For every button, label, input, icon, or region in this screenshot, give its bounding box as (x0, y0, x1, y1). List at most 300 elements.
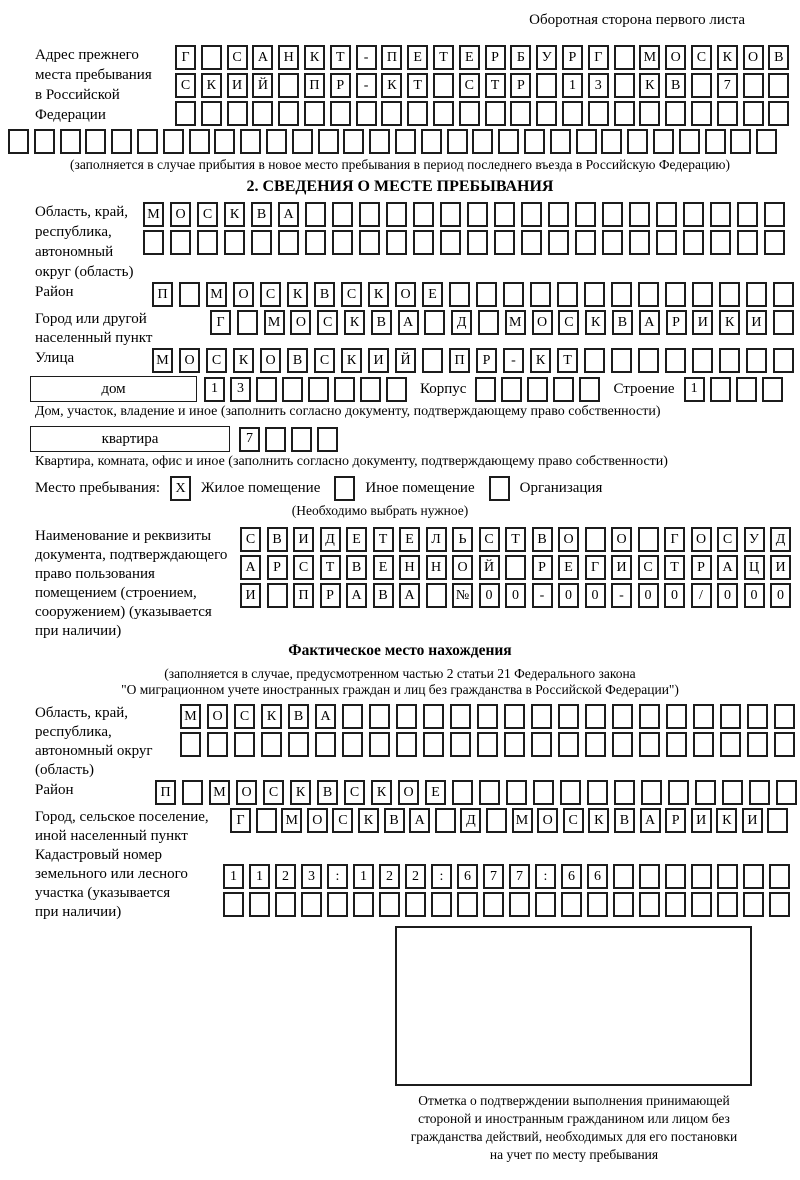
char-box: С (263, 780, 284, 805)
region-block (35, 202, 800, 282)
city-label: Город или другой населенный пункт (35, 311, 153, 346)
char-box: О (233, 282, 254, 307)
char-box (587, 892, 608, 917)
char-box: Е (407, 45, 428, 70)
char-box: К (371, 780, 392, 805)
char-box: 1 (562, 73, 583, 98)
char-box: 3 (301, 864, 322, 889)
char-box: К (201, 73, 222, 98)
char-box (679, 129, 700, 154)
char-box: Р (562, 45, 583, 70)
actual-district-label: Район (35, 782, 74, 798)
char-box (224, 230, 245, 255)
char-box (359, 202, 380, 227)
char-box (730, 129, 751, 154)
char-box (267, 583, 288, 608)
char-box (601, 129, 622, 154)
char-box (360, 377, 381, 402)
char-box (768, 101, 789, 126)
char-box: Р (330, 73, 351, 98)
char-box (722, 780, 743, 805)
char-box (407, 101, 428, 126)
char-box (472, 129, 493, 154)
char-box: 1 (249, 864, 270, 889)
char-box: Й (395, 348, 416, 373)
char-box (531, 704, 552, 729)
char-box: В (288, 704, 309, 729)
char-box: Т (557, 348, 578, 373)
title-document-block (35, 527, 800, 641)
char-box (764, 202, 785, 227)
char-box (251, 230, 272, 255)
char-box (240, 129, 261, 154)
prev-address-caption: (заполняется в случае прибытия в новое место пребывания в период последнего въезда в Российскую Федерацию) (69, 157, 731, 172)
char-box (486, 808, 507, 833)
prev-address-block (35, 45, 800, 129)
char-box (746, 282, 767, 307)
char-box: У (744, 527, 765, 552)
char-box (548, 202, 569, 227)
char-box: П (304, 73, 325, 98)
char-box (494, 230, 515, 255)
region-label: Область, край, республика, автономный округ (область) (35, 204, 134, 280)
district-char-row (152, 282, 794, 307)
char-box: О (207, 704, 228, 729)
char-box (379, 892, 400, 917)
char-box: К (261, 704, 282, 729)
char-box: С (558, 310, 579, 335)
cadastral-block (35, 846, 800, 922)
stay-type-label: Место пребывания: (35, 480, 160, 496)
checkbox-residential: X (170, 476, 191, 501)
char-box (201, 101, 222, 126)
char-box: М (152, 348, 173, 373)
actual-city-label: Город, сельское поселение, иной населенный пункт (35, 809, 209, 844)
char-box: М (206, 282, 227, 307)
char-box (477, 732, 498, 757)
char-box: О (532, 310, 553, 335)
char-box: А (346, 583, 367, 608)
char-box (426, 583, 447, 608)
char-box: И (746, 310, 767, 335)
option-other-premises-label: Иное помещение (365, 480, 475, 496)
char-box (275, 892, 296, 917)
char-box: А (639, 310, 660, 335)
char-box (705, 129, 726, 154)
char-box: Е (558, 555, 579, 580)
prev-address-char-row-1 (175, 45, 800, 70)
char-box (747, 732, 768, 757)
char-box (585, 527, 606, 552)
char-box: С (227, 45, 248, 70)
char-box: 0 (664, 583, 685, 608)
char-box: В (614, 808, 635, 833)
char-box: К (585, 310, 606, 335)
char-box (485, 101, 506, 126)
char-box: С (197, 202, 218, 227)
char-box: Е (399, 527, 420, 552)
char-box (369, 704, 390, 729)
char-box: К (344, 310, 365, 335)
char-box: В (317, 780, 338, 805)
char-box: К (304, 45, 325, 70)
char-box: Р (267, 555, 288, 580)
char-box (494, 202, 515, 227)
char-box (452, 780, 473, 805)
char-box (584, 282, 605, 307)
char-box (710, 230, 731, 255)
char-box (665, 282, 686, 307)
char-box (614, 73, 635, 98)
char-box: И (770, 555, 791, 580)
char-box (369, 129, 390, 154)
char-box (424, 310, 445, 335)
prev-address-label: Адрес прежнего места пребывания в Российской Федерации (35, 47, 152, 123)
char-box (308, 377, 329, 402)
char-box (773, 348, 794, 373)
char-box: № (452, 583, 473, 608)
char-box (478, 310, 499, 335)
char-box (433, 73, 454, 98)
char-box: Р (320, 583, 341, 608)
char-box (207, 732, 228, 757)
char-box: Ь (452, 527, 473, 552)
char-box: Т (330, 45, 351, 70)
char-box (223, 892, 244, 917)
char-box: Г (175, 45, 196, 70)
char-box (521, 202, 542, 227)
char-box (614, 101, 635, 126)
char-box: С (479, 527, 500, 552)
korpus-char-row (475, 377, 600, 402)
prev-address-char-row-3 (175, 101, 800, 126)
char-box (431, 892, 452, 917)
house-caption: Дом, участок, владение и иное (заполнить согласно документу, подтверждающему право собственности) (35, 404, 661, 419)
district-label: Район (35, 284, 74, 300)
char-box (413, 230, 434, 255)
char-box (629, 230, 650, 255)
section-2-title: 2. СВЕДЕНИЯ О МЕСТЕ ПРЕБЫВАНИЯ (246, 178, 554, 195)
city-char-row (210, 310, 794, 335)
char-box (611, 348, 632, 373)
char-box: Н (426, 555, 447, 580)
char-box: О (395, 282, 416, 307)
char-box: С (317, 310, 338, 335)
char-box: 7 (717, 73, 738, 98)
char-box: 0 (505, 583, 526, 608)
prev-address-char-row-2 (175, 73, 800, 98)
actual-region-char-row-1 (180, 704, 800, 729)
char-box: М (505, 310, 526, 335)
char-box (683, 230, 704, 255)
char-box: С (459, 73, 480, 98)
char-box (588, 101, 609, 126)
char-box (756, 129, 777, 154)
char-box (396, 732, 417, 757)
char-box: 3 (588, 73, 609, 98)
char-box (575, 230, 596, 255)
char-box: В (665, 73, 686, 98)
char-box: О (170, 202, 191, 227)
char-box: : (431, 864, 452, 889)
char-box: Г (664, 527, 685, 552)
char-box: Г (588, 45, 609, 70)
char-box: О (691, 527, 712, 552)
char-box: О (260, 348, 281, 373)
char-box (175, 101, 196, 126)
char-box: И (691, 808, 712, 833)
char-box: Н (399, 555, 420, 580)
char-box: С (563, 808, 584, 833)
char-box (561, 892, 582, 917)
char-box: О (179, 348, 200, 373)
char-box: М (143, 202, 164, 227)
char-box (691, 101, 712, 126)
char-box: Е (459, 45, 480, 70)
char-box: М (281, 808, 302, 833)
stroenie-char-row (684, 377, 783, 402)
char-box: О (537, 808, 558, 833)
char-box: 0 (770, 583, 791, 608)
char-box: 1 (353, 864, 374, 889)
char-box (197, 230, 218, 255)
char-box (503, 282, 524, 307)
char-box (710, 202, 731, 227)
char-box (737, 202, 758, 227)
char-box (505, 555, 526, 580)
char-box (639, 704, 660, 729)
char-box: 7 (509, 864, 530, 889)
char-box: П (449, 348, 470, 373)
char-box (536, 101, 557, 126)
char-box: С (341, 282, 362, 307)
char-box (504, 732, 525, 757)
char-box: Г (585, 555, 606, 580)
char-box: А (399, 583, 420, 608)
char-box (343, 129, 364, 154)
title-document-label: Наименование и реквизиты документа, подтверждающего право пользования помещением (строением, сооружением) (указывается при наличии) (35, 528, 228, 639)
char-box: М (180, 704, 201, 729)
char-box (278, 73, 299, 98)
char-box (396, 704, 417, 729)
stroenie-label: Строение (613, 380, 675, 397)
char-box (292, 129, 313, 154)
char-box: О (743, 45, 764, 70)
char-box: В (314, 282, 335, 307)
char-box: А (640, 808, 661, 833)
char-box (585, 732, 606, 757)
char-box (614, 45, 635, 70)
char-box (214, 129, 235, 154)
char-box (575, 202, 596, 227)
char-box: Д (770, 527, 791, 552)
char-box (369, 732, 390, 757)
char-box (736, 377, 757, 402)
char-box (435, 808, 456, 833)
char-box: С (175, 73, 196, 98)
apartment-number-char-row (239, 427, 338, 452)
char-box (720, 704, 741, 729)
stay-type-row (35, 476, 800, 501)
char-box (693, 704, 714, 729)
char-box (774, 732, 795, 757)
char-box: 1 (684, 377, 705, 402)
char-box (743, 892, 764, 917)
street-block (35, 348, 800, 376)
char-box (182, 780, 203, 805)
char-box: Р (476, 348, 497, 373)
char-box (773, 282, 794, 307)
char-box (548, 230, 569, 255)
char-box (527, 377, 548, 402)
char-box (665, 892, 686, 917)
char-box: 7 (483, 864, 504, 889)
char-box (691, 73, 712, 98)
char-box: К (290, 780, 311, 805)
char-box: П (381, 45, 402, 70)
char-box: С (717, 527, 738, 552)
char-box: Т (664, 555, 685, 580)
char-box: С (638, 555, 659, 580)
char-box: В (373, 583, 394, 608)
char-box (719, 282, 740, 307)
char-box: Р (510, 73, 531, 98)
char-box: К (358, 808, 379, 833)
char-box (717, 864, 738, 889)
cadastral-label: Кадастровый номер земельного или лесного участка (указывается при наличии) (35, 847, 188, 920)
char-box (558, 704, 579, 729)
page-side-note: Оборотная сторона первого листа (529, 12, 745, 28)
char-box: О (558, 527, 579, 552)
char-box (477, 704, 498, 729)
char-box (743, 864, 764, 889)
char-box (762, 377, 783, 402)
char-box: У (536, 45, 557, 70)
char-box: К (717, 45, 738, 70)
char-box (327, 892, 348, 917)
char-box: Т (373, 527, 394, 552)
char-box: 0 (558, 583, 579, 608)
char-box (440, 230, 461, 255)
char-box (447, 129, 468, 154)
checkbox-organization (489, 476, 510, 501)
char-box: М (209, 780, 230, 805)
char-box: К (716, 808, 737, 833)
char-box: И (227, 73, 248, 98)
char-box: П (293, 583, 314, 608)
char-box: 2 (275, 864, 296, 889)
char-box: И (368, 348, 389, 373)
cadastral-char-row-2 (223, 892, 800, 917)
char-box: М (512, 808, 533, 833)
char-box (602, 230, 623, 255)
char-box: А (240, 555, 261, 580)
char-box (767, 808, 788, 833)
char-box (639, 864, 660, 889)
char-box (746, 348, 767, 373)
char-box (749, 780, 770, 805)
char-box: : (327, 864, 348, 889)
char-box (576, 129, 597, 154)
char-box: Д (460, 808, 481, 833)
char-box: 3 (230, 377, 251, 402)
char-box: О (290, 310, 311, 335)
char-box (423, 704, 444, 729)
actual-region-block (35, 704, 800, 780)
char-box: К (530, 348, 551, 373)
char-box: - (356, 45, 377, 70)
char-box (265, 427, 286, 452)
char-box (170, 230, 191, 255)
char-box (535, 892, 556, 917)
char-box (111, 129, 132, 154)
char-box (521, 230, 542, 255)
char-box (737, 230, 758, 255)
char-box: П (155, 780, 176, 805)
char-box (550, 129, 571, 154)
char-box (440, 202, 461, 227)
char-box (356, 101, 377, 126)
char-box: Т (485, 73, 506, 98)
char-box (665, 864, 686, 889)
char-box: 0 (744, 583, 765, 608)
char-box (201, 45, 222, 70)
char-box (476, 282, 497, 307)
char-box: А (717, 555, 738, 580)
char-box (85, 129, 106, 154)
char-box (359, 230, 380, 255)
stay-type-caption: (Необходимо выбрать нужное) (291, 503, 469, 518)
char-box (627, 129, 648, 154)
char-box: С (691, 45, 712, 70)
char-box: 0 (479, 583, 500, 608)
char-box (421, 129, 442, 154)
char-box: С (260, 282, 281, 307)
char-box (282, 377, 303, 402)
char-box: Р (666, 310, 687, 335)
house-number-char-row (204, 377, 407, 402)
char-box: С (206, 348, 227, 373)
char-box (301, 892, 322, 917)
char-box (305, 230, 326, 255)
document-char-row-2 (240, 555, 800, 580)
confirmation-mark-box (395, 926, 752, 1086)
char-box (531, 732, 552, 757)
char-box (506, 780, 527, 805)
char-box: К (224, 202, 245, 227)
char-box: С (344, 780, 365, 805)
char-box (587, 780, 608, 805)
char-box (665, 101, 686, 126)
char-box (450, 732, 471, 757)
char-box: Т (433, 45, 454, 70)
char-box (557, 282, 578, 307)
char-box (467, 230, 488, 255)
char-box: Ц (744, 555, 765, 580)
char-box (143, 230, 164, 255)
char-box: 7 (239, 427, 260, 452)
char-box (305, 202, 326, 227)
char-box (614, 780, 635, 805)
char-box: О (236, 780, 257, 805)
char-box (611, 282, 632, 307)
char-box (475, 377, 496, 402)
char-box (585, 704, 606, 729)
char-box: / (691, 583, 712, 608)
char-box (179, 282, 200, 307)
char-box: Е (346, 527, 367, 552)
char-box: И (293, 527, 314, 552)
